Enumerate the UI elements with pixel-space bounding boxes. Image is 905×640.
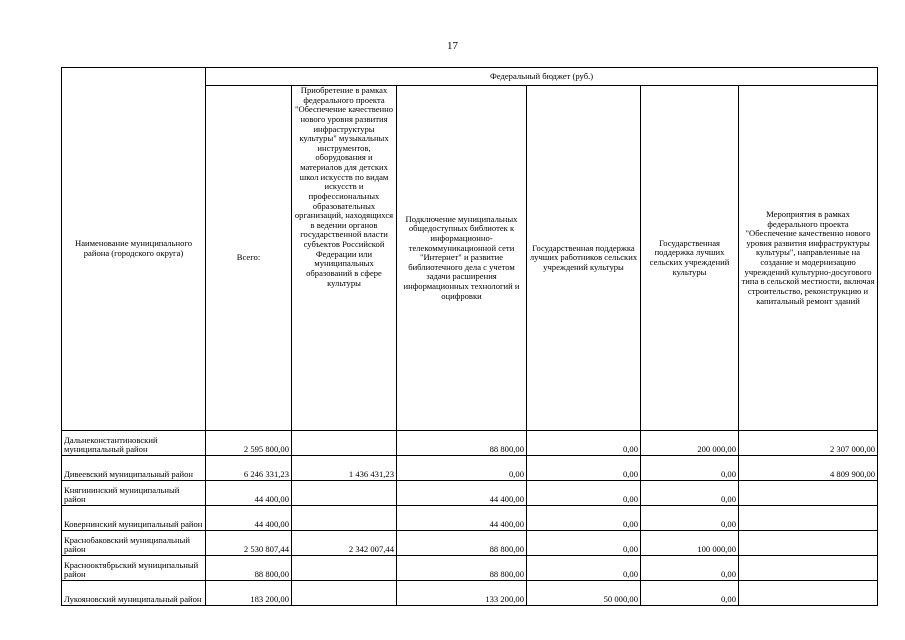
header-row-group (62, 68, 878, 86)
table-row (62, 581, 878, 606)
district-name-cell: Краснооктябрьский муниципальный район (62, 556, 206, 581)
rural-institutions-cell: 100 000,00 (641, 531, 739, 556)
column-header-total: Всего: (206, 86, 292, 431)
total-cell: 88 800,00 (206, 556, 292, 581)
rural-workers-cell: 0,00 (527, 431, 641, 456)
district-name-cell: Дивеевский муниципальный район (62, 456, 206, 481)
libraries-cell: 88 800,00 (397, 431, 527, 456)
cultural-centers-cell (739, 506, 878, 531)
district-name-cell: Краснобаковский муниципальный район (62, 531, 206, 556)
libraries-cell: 133 200,00 (397, 581, 527, 606)
libraries-cell: 44 400,00 (397, 506, 527, 531)
table-row (62, 556, 878, 581)
total-cell: 2 530 807,44 (206, 531, 292, 556)
page-number: 17 (447, 40, 458, 52)
rural-institutions-cell: 200 000,00 (641, 431, 739, 456)
rural-institutions-cell: 0,00 (641, 556, 739, 581)
column-group-federal-budget: Федеральный бюджет (руб.) (206, 68, 878, 86)
cultural-centers-cell (739, 531, 878, 556)
table-row (62, 456, 878, 481)
column-header-rural-institutions: Государственная поддержка лучших сельских учреждений культуры (641, 86, 739, 431)
column-header-name: Наименование муниципального района (городского округа) (62, 68, 206, 431)
total-cell: 2 595 800,00 (206, 431, 292, 456)
district-name-cell: Дальнеконстантиновский муниципальный район (62, 431, 206, 456)
district-name-cell: Ковернинский муниципальный район (62, 506, 206, 531)
cultural-centers-cell (739, 556, 878, 581)
rural-institutions-cell: 0,00 (641, 581, 739, 606)
column-header-instruments: Приобретение в рамках федерального проекта "Обеспечение качественно нового уровня развития инфраструктуры культуры" музыкальных инструментов, оборудования и материалов для детских школ искусств по видам искусств и профессиональных образовательных организаций, находящихся в ведении органов государственной власти субъектов Российской Федерации или муниципальных образований в сфере культуры (292, 86, 397, 431)
rural-workers-cell: 50 000,00 (527, 581, 641, 606)
cultural-centers-cell (739, 581, 878, 606)
instruments-cell (292, 581, 397, 606)
district-name-cell: Княгининский муниципальный район (62, 481, 206, 506)
rural-workers-cell: 0,00 (527, 556, 641, 581)
rural-institutions-cell: 0,00 (641, 481, 739, 506)
total-cell: 44 400,00 (206, 506, 292, 531)
table-row (62, 506, 878, 531)
instruments-cell (292, 556, 397, 581)
table-row (62, 481, 878, 506)
district-name-cell: Лукояновский муниципальный район (62, 581, 206, 606)
rural-workers-cell: 0,00 (527, 456, 641, 481)
rural-workers-cell: 0,00 (527, 531, 641, 556)
total-cell: 6 246 331,23 (206, 456, 292, 481)
libraries-cell: 88 800,00 (397, 531, 527, 556)
column-header-libraries: Подключение муниципальных общедоступных библиотек к информационно-телекоммуникационной сети "Интернет" и развитие библиотечного дела с учетом задачи расширения информационных технологий и оцифровки (397, 86, 527, 431)
libraries-cell: 88 800,00 (397, 556, 527, 581)
budget-table (61, 67, 878, 606)
rural-workers-cell: 0,00 (527, 481, 641, 506)
total-cell: 44 400,00 (206, 481, 292, 506)
table-row (62, 531, 878, 556)
column-header-rural-workers: Государственная поддержка лучших работников сельских учреждений культуры (527, 86, 641, 431)
cultural-centers-cell: 4 809 900,00 (739, 456, 878, 481)
rural-workers-cell: 0,00 (527, 506, 641, 531)
cultural-centers-cell: 2 307 000,00 (739, 431, 878, 456)
instruments-cell (292, 506, 397, 531)
rural-institutions-cell: 0,00 (641, 506, 739, 531)
rural-institutions-cell: 0,00 (641, 456, 739, 481)
cultural-centers-cell (739, 481, 878, 506)
total-cell: 183 200,00 (206, 581, 292, 606)
libraries-cell: 44 400,00 (397, 481, 527, 506)
column-header-cultural-centers: Мероприятия в рамках федерального проекта "Обеспечение качественно нового уровня развития инфраструктуры культуры", направленные на создание и модернизацию учреждений культурно-досугового типа в сельской местности, включая строительство, реконструкцию и капитальный ремонт зданий (739, 86, 878, 431)
instruments-cell (292, 481, 397, 506)
instruments-cell (292, 431, 397, 456)
table-row (62, 431, 878, 456)
libraries-cell: 0,00 (397, 456, 527, 481)
instruments-cell: 1 436 431,23 (292, 456, 397, 481)
instruments-cell: 2 342 007,44 (292, 531, 397, 556)
